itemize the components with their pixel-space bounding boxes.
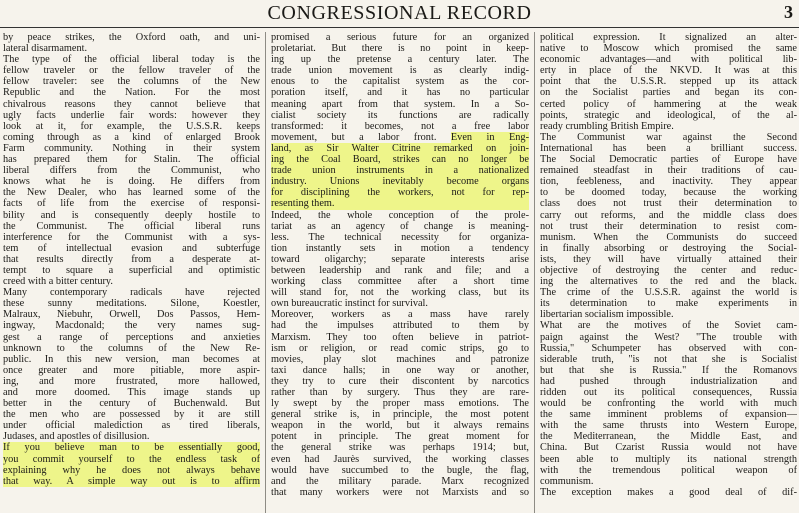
text-column-right (540, 32, 797, 513)
text-line: less. The technical necessity for organiza- (271, 231, 529, 243)
highlighted-text-line: land, as Sir Walter Citrine remarked on join- (271, 142, 529, 154)
text-line: unknown to the columns of the New Re- (3, 342, 260, 354)
text-line: the Mediterranean, the Middle East, and (540, 431, 797, 443)
text-line: movies, play slot machines and patronize (271, 353, 529, 365)
text-line: and the military parade. Marx recognized (271, 475, 529, 487)
highlighted-text-line: you commit yourself to the endless task of (3, 453, 260, 465)
text-line: rather than by surgery. Thus they are rare- (271, 387, 529, 398)
text-line: trade union movement is as clearly indig- (271, 65, 529, 77)
text-line: the same imminent problems of expansion— (540, 409, 797, 421)
text-line: toward oligarchy; separate interests arise (271, 253, 529, 265)
text-line: Many contemporary radicals have rejected (3, 287, 260, 299)
text-line: China. But Czarist Russia would not have (540, 442, 797, 454)
text-line: the general strike was perhaps 1914; but, (271, 442, 529, 454)
text-line: these sunny meditations. Silone, Koestler, (3, 298, 260, 310)
text-line: The Communist war against the Second (540, 131, 797, 143)
text-line: had pushed through industrialization and (540, 375, 797, 387)
text-line: the New Dealer, who has learned some of the (3, 187, 260, 199)
text-line: siderable truth, "is not that she is Socialist (540, 353, 797, 365)
text-line: erty in place of the NKVD. It was at this (540, 65, 797, 77)
text-line: economic advantages—and with political lib- (540, 54, 797, 66)
column-divider (534, 32, 535, 513)
text-column-left (3, 32, 260, 513)
text-line: What are the motives of the Soviet cam- (540, 320, 797, 332)
text-line: ly swept by the proper mass emotions. The (271, 398, 529, 410)
text-line: by peace strikes, the Oxford oath, and uni- (3, 32, 260, 43)
text-line: points, strategic and ideological, of the al- (540, 109, 797, 121)
highlighted-text-segment: Even in Eng- (450, 131, 529, 143)
text-line: The exception makes a good deal of dif- (540, 486, 797, 498)
text-line: been able to multiply its national strength (540, 453, 797, 465)
text-line: ready crumbling British Empire. (540, 120, 674, 132)
text-line: the men who are possessed by it are still (3, 409, 260, 421)
text-line: enous to the capitalist system as the cor- (271, 76, 529, 88)
text-line: remained steadfast in their traditions of cau- (540, 165, 797, 177)
text-line: under official malediction as tired liberals, (3, 420, 260, 432)
text-line: had the impulses attributed to them by (271, 320, 529, 332)
text-line: Judases, and apostles of disillusion. (3, 431, 150, 443)
text-line: ing, and more frustrated, more hallowed, (3, 375, 260, 387)
text-line: munism. When the Communists do succeed (540, 231, 797, 243)
text-line: transformed: it becomes, not a free labor (271, 120, 529, 132)
text-line: tion instantly sets in motion a tendency (271, 242, 529, 254)
text-line: tion, feebleness, and inactivity. They appear (540, 176, 797, 188)
text-line: International has been a brilliant success. (540, 142, 797, 154)
text-line: ing up the pretense a century later. The (271, 54, 529, 66)
text-line: general strike is, in principle, the most potent (271, 409, 529, 421)
page-header (0, 0, 799, 30)
text-line: Marxism. They too often believe in patriot- (271, 331, 529, 343)
text-line: will stand for, not the working class, but its (271, 287, 529, 299)
text-line: own bureaucratic instinct for survival. (271, 298, 428, 310)
text-line: The type of the official liberal today is the (3, 54, 260, 66)
text-line: the Communist. The official liberal runs (3, 220, 260, 232)
text-line: lateral disarmament. (3, 43, 88, 55)
text-line: that many workers were not Marxists and so (271, 486, 529, 498)
text-line: they try to cure their discontent by narcotics (271, 375, 529, 387)
text-line: ism or religion, or read comic strips, go to (271, 342, 529, 354)
highlighted-text-line: industry. Unions inevitably become organs (271, 176, 529, 188)
text-line: objective of destroying the center and reduc- (540, 264, 797, 276)
text-line: carry out reforms, and the middle class does (540, 209, 797, 221)
text-line: promised a serious future for an organized (271, 32, 529, 43)
text-line: to be doomed today, because the working (540, 187, 797, 199)
text-line: would be confronting the world with much (540, 398, 797, 410)
text-line: once greater and more pitiable, more aspir- (3, 364, 260, 376)
text-line: ugly facts underlie fair words: however they (3, 109, 260, 121)
text-line: interference for the Communist with a sys- (3, 231, 260, 243)
text-line: fellow traveler or the fellow traveler of the (3, 65, 260, 77)
text-line: point that the U.S.S.R. stepped up its attack (540, 76, 797, 88)
text-line: The Social Democratic parties of Europe have (540, 154, 797, 166)
text-line: between leadership and rank and file; and a (271, 264, 529, 276)
text-line: ing the alternatives to the red and the black. (540, 276, 797, 288)
text-line: potent in principle. The great moment for (271, 431, 529, 443)
text-line: ridden out its political consequences, Russia (540, 387, 797, 398)
text-line: on the Socialist parties and began its con- (540, 87, 797, 99)
text-line: with the same thrusts into Western Europe, (540, 420, 797, 432)
text-line: bility and is consequently deeply hostile to (3, 209, 260, 221)
text-line: gest a range of perceptions and anxieties (3, 331, 260, 343)
text-line: tariat as an agency of change is meaning- (271, 220, 529, 232)
highlighted-text-line: resenting them. (271, 198, 529, 209)
text-line: not trust their determination to resist com- (540, 220, 797, 232)
text-line: cialist society its functions are radically (271, 109, 529, 121)
text-line: liberal differs from the Communist, who (3, 165, 260, 177)
text-line: political expression. It signalized an alter- (540, 32, 797, 43)
highlighted-text-line: for disciplining the workers, not for rep- (271, 187, 529, 199)
text-line: creed with a bitter century. (3, 276, 113, 288)
text-line: facts of life from the exercise of responsi- (3, 198, 260, 210)
text-line: communism. (540, 475, 594, 487)
text-line: has prepared them for Stalin. The official (3, 154, 260, 166)
text-line: weapon in the world, but it always remains (271, 420, 529, 432)
text-line: class does not trust their determination to (540, 198, 797, 210)
text-line: its determination to make experiments in (540, 298, 797, 310)
text-line: tem of intellectual evasion and subterfuge (3, 242, 260, 254)
text-line: with the tremendous political weapon of (540, 464, 797, 476)
text-line: working class committee after a short time (271, 276, 529, 288)
page-number: 3 (784, 2, 793, 22)
text-line: taxi dance halls; in one way or another, (271, 364, 529, 376)
text-line: ingway, Macdonald; the very names sug- (3, 320, 260, 332)
text-line: look at it, for example, the U.S.S.R. keeps (3, 120, 260, 132)
header-rule (0, 27, 799, 28)
text-line: certed policy of hammering at the weak (540, 98, 797, 110)
highlighted-text-line: ing the Coal Board, strikes can no longer be (271, 154, 529, 166)
text-line: chivalrous reasons they cannot believe that (3, 98, 260, 110)
text-line: native to Moscow which promised the same (540, 43, 797, 55)
text-column-middle (271, 32, 529, 513)
text-line: knows what he is doing. He differs from (3, 176, 260, 188)
text-line: proletariat. But there is no point in keep- (271, 43, 529, 55)
text-line: poration itself, and it has no particular (271, 87, 529, 99)
text-line: even had Jaurès survived, the working classes (271, 453, 529, 465)
text-line: meaning apart from that system. In a So- (271, 98, 529, 110)
highlighted-text-line: If you believe man to be essentially good, (3, 442, 260, 454)
publication-title: CONGRESSIONAL RECORD (267, 2, 532, 24)
text-line: Malraux, Niebuhr, Orwell, Dos Passos, Hem- (3, 309, 260, 321)
text-line (271, 132, 529, 143)
text-line: would have succumbed to the bugle, the flag, (271, 464, 529, 476)
text-line: coming through as a kind of enlarged Brook (3, 131, 260, 143)
text-line: ists, they will have virtually attained their (540, 253, 797, 265)
text-line: that results directly from a desperate at- (3, 253, 260, 265)
text-line: Farm community. Nothing in their system (3, 142, 260, 154)
text-line: paign against the West? "The trouble with (540, 331, 797, 343)
text-line: Russia," Schumpeter has observed with con- (540, 342, 797, 354)
text-line: Republic and the Nation. For the most (3, 87, 260, 99)
text-line: libertarian socialism impossible. (540, 309, 674, 321)
text-line: Indeed, the whole conception of the prole- (271, 209, 529, 221)
text-line: fellow traveler: see the columns of the New (3, 76, 260, 88)
text-line: but that she is Russia." If the Romanovs (540, 364, 797, 376)
text-line: tempt to square a superficial and optimistic (3, 264, 260, 276)
text-line: in finally absorbing or destroying the Social- (540, 242, 797, 254)
text-segment: movement, but a labor front. (271, 131, 451, 143)
text-line: The crime of the U.S.S.R. against the world is (540, 287, 797, 299)
highlighted-text-line: that way. A simple way out is to affirm (3, 475, 260, 487)
column-divider (265, 32, 266, 513)
text-line: Moreover, workers as a mass have rarely (271, 309, 529, 321)
text-line: public. In this new version, man becomes at (3, 353, 260, 365)
text-line: and more doomed. This image stands up (3, 387, 260, 398)
highlighted-text-line: explaining why he does not always behave (3, 464, 260, 476)
text-line: better in the century of Buchenwald. But (3, 398, 260, 410)
highlighted-text-line: trade union instruments in a nationalized (271, 165, 529, 177)
